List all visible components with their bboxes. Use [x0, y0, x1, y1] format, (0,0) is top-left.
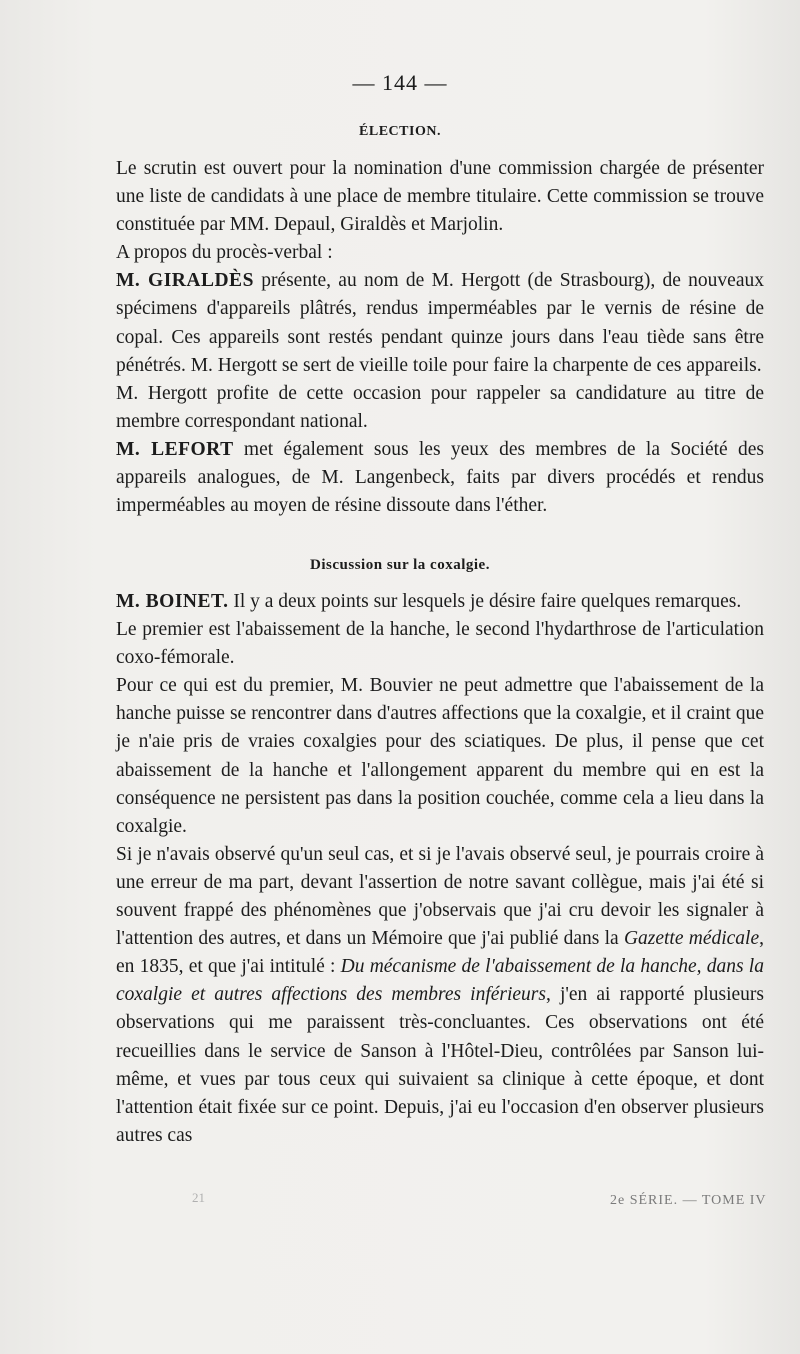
- paragraph-text: , j'en ai rapporté plusieurs observations qui me paraissent très-concluantes. Ces observations ont été recueillies dans le service de Sanson à l'Hôtel-Dieu, contrôlées par Sanson lui-même, et vues par tous ceux qui suivaient sa clinique à cette époque, et dont l'attention était fixée sur ce point. Depuis, j'ai eu l'occasion d'en observer plusieurs autres cas: [116, 984, 764, 1146]
- paragraph-text: Il y a deux points sur lesquels je désire faire quelques remarques.: [228, 591, 742, 612]
- paragraph-text: met également sous les yeux des membres de la Société des appareils analogues, de M. Langenbeck, faits par divers procédés et rendus imperméables au moyen de résine dissoute dans l'éther.: [116, 438, 764, 517]
- paragraph: Le premier est l'abaissement de la hanche, le second l'hydarthrose de l'articulation coxo-fémorale.: [116, 619, 764, 669]
- election-section: [116, 155, 764, 520]
- page-number: — 144 —: [352, 70, 448, 95]
- paragraph: [116, 436, 764, 520]
- speaker-name: M. GIRALDÈS: [116, 270, 254, 292]
- paragraph: [116, 588, 764, 616]
- speaker-name: M. BOINET.: [116, 591, 229, 612]
- paragraph: [116, 841, 764, 1150]
- paragraph: M. Hergott profite de cette occasion pour rappeler sa candidature au titre de membre correspondant national.: [116, 382, 764, 432]
- section-title-discussion: Discussion sur la coxalgie.: [310, 557, 490, 573]
- journal-title: Gazette médicale: [623, 928, 760, 950]
- paragraph-text: , en 1835, et que j'ai intitulé :: [116, 928, 764, 978]
- discussion-section: [116, 588, 764, 1150]
- memoir-title: Du mécanisme de l'abaissement de la hanche, dans la coxalgie et autres affections des membres inférieurs: [116, 956, 764, 1006]
- paragraph-text: Si je n'avais observé qu'un seul cas, et si je l'avais observé seul, je pourrais croire à une erreur de ma part, devant l'assertion de notre savant collègue, mais j'ai été si souvent frappé des phénomènes que j'observais que j'ai cru devoir les signaler à l'attention des autres, et dans un Mémoire que j'ai publié dans la: [116, 843, 764, 950]
- paragraph: A propos du procès-verbal :: [116, 242, 333, 264]
- section-title-election: ÉLECTION.: [359, 124, 441, 139]
- paragraph: [116, 267, 764, 379]
- footer-number: 21: [192, 1190, 205, 1205]
- footer-signature: 2e SÉRIE. — TOME IV: [610, 1193, 767, 1208]
- speaker-name: M. LEFORT: [116, 438, 234, 460]
- paragraph: Pour ce qui est du premier, M. Bouvier ne peut admettre que l'abaissement de la hanche puisse se rencontrer dans d'autres affections que la coxalgie, et il craint que je n'aie pris de vraies coxalgies pour des sciatiques. De plus, il pense que cet abaissement de la hanche et l'allongement apparent du membre qui en est la conséquence ne persistent pas dans la position couchée, comme cela a lieu dans la coxalgie.: [116, 675, 764, 837]
- paragraph-text: présente, au nom de M. Hergott (de Strasbourg), de nouveaux spécimens d'appareils plâtrés, rendus imperméables par le vernis de résine de copal. Ces appareils sont restés pendant quinze jours dans l'eau tiède sans être pénétrés. M. Hergott se sert de vieille toile pour faire la charpente de ces appareils.: [116, 270, 764, 376]
- paragraph: Le scrutin est ouvert pour la nomination d'une commission chargée de présenter une liste de candidats à une place de membre titulaire. Cette commission se trouve constituée par MM. Depaul, Giraldès et Marjolin.: [116, 158, 764, 236]
